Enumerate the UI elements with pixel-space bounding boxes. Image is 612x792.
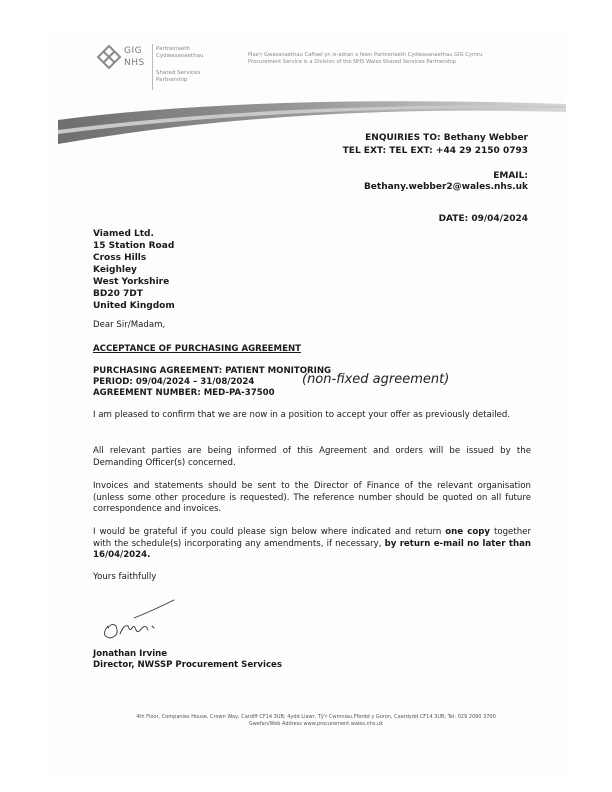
- paragraph-2: All relevant parties are being informed of this Agreement and orders will be issued by the Demanding Officer(s) concerned.: [93, 446, 531, 468]
- address-line: United Kingdom: [93, 301, 175, 311]
- signer-name: Jonathan Irvine: [93, 649, 168, 659]
- signature: [94, 596, 184, 642]
- paragraph-4-text: I would be grateful if you could please sign below where indicated and return: [93, 527, 446, 537]
- nhs-knot-icon: [96, 44, 122, 70]
- header-note: Mae'r Gwasanaethau Caffael yn is-adran o fewn Partneriaeth Cydwasanaethau GIG Cymru Procurement Service is a Division of the NHS Wales Shared Services Partnership: [248, 52, 483, 65]
- salutation: Dear Sir/Madam,: [93, 320, 166, 330]
- email-address[interactable]: Bethany.webber2@wales.nhs.uk: [363, 182, 528, 192]
- enquiries-to: ENQUIRIES TO: Bethany Webber: [365, 133, 528, 143]
- logo-gig: GIG: [124, 46, 143, 56]
- paragraph-4: [93, 527, 531, 562]
- closing: Yours faithfully: [93, 572, 157, 582]
- address-line: 15 Station Road: [93, 241, 175, 251]
- partnership-welsh: Partneriaeth Cydwasanaethau: [156, 46, 204, 59]
- footer-address: 4th Floor, Companies House, Crown Way, Cardiff CF14 3UB; 4ydd Llawr, Tŷ'r Cwmniau,Ffordd y Goron, Caerdydd CF14 3UB; Tel: 029 2090 3700: [136, 714, 496, 720]
- address-line: Cross Hills: [93, 253, 147, 263]
- partnership-english: Shared Services Partnership: [156, 70, 201, 83]
- signer-title: Director, NWSSP Procurement Services: [93, 660, 282, 670]
- telephone: TEL EXT: TEL EXT: +44 29 2150 0793: [342, 146, 528, 156]
- agreement-number: AGREEMENT NUMBER: MED-PA-37500: [93, 388, 275, 398]
- address-line: Viamed Ltd.: [93, 229, 154, 239]
- address-line: BD20 7DT: [93, 289, 143, 299]
- handwritten-note: (non-fixed agreement): [302, 372, 450, 387]
- paragraph-4-text: together with the schedule(s) incorporating any amendments, if necessary,: [93, 527, 531, 549]
- agreement-period: PERIOD: 09/04/2024 – 31/08/2024: [93, 377, 255, 387]
- one-copy-emphasis: one copy: [445, 527, 491, 537]
- nhs-logo: [96, 44, 246, 94]
- footer: [96, 714, 536, 728]
- paragraph-3: Invoices and statements should be sent to the Director of Finance of the relevant organisation (unless some other procedure is requested). The reference number should be quoted on all future correspondence and invoices.: [93, 481, 531, 514]
- logo-divider: [152, 44, 153, 90]
- footer-web[interactable]: Gwefan/Web Address www.procurement.wales.nhs.uk: [248, 721, 384, 727]
- letter-date: DATE: 09/04/2024: [438, 214, 528, 224]
- address-line: Keighley: [93, 265, 137, 275]
- letter-heading: ACCEPTANCE OF PURCHASING AGREEMENT: [93, 344, 302, 354]
- logo-nhs: NHS: [124, 58, 145, 68]
- email-label: EMAIL:: [493, 171, 528, 181]
- paragraph-1: I am pleased to confirm that we are now in a position to accept your offer as previously detailed.: [93, 410, 511, 420]
- recipient-address: [93, 228, 175, 312]
- address-line: West Yorkshire: [93, 277, 170, 287]
- deadline-emphasis: by return e-mail no later than 16/04/2024.: [93, 538, 531, 560]
- agreement-title: PURCHASING AGREEMENT: PATIENT MONITORING: [93, 366, 332, 376]
